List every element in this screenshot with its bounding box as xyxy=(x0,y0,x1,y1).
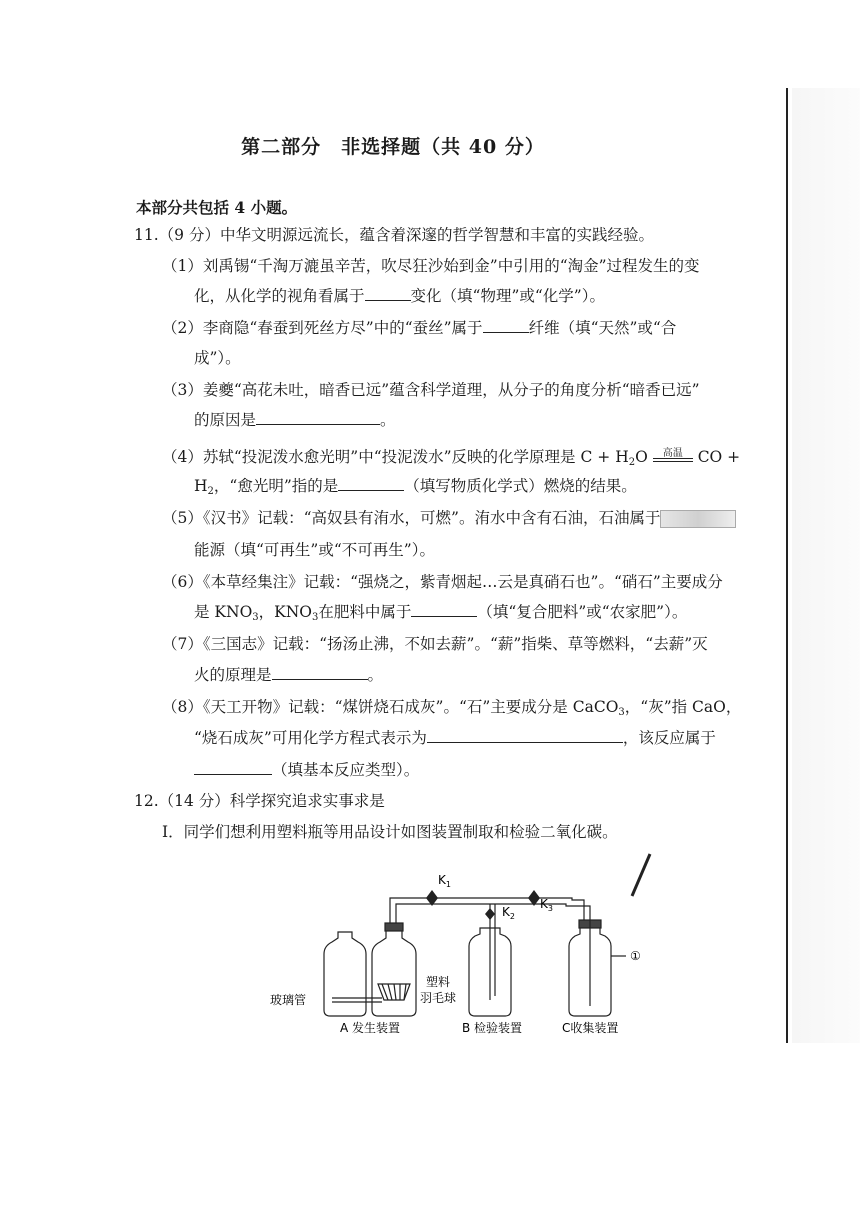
q11-6-pre: 是 KNO xyxy=(194,603,253,621)
q11-8-line2 xyxy=(194,728,716,748)
label-glass-tube: 玻璃管 xyxy=(270,993,307,1007)
answer-blank-7[interactable] xyxy=(272,665,368,680)
match-stick xyxy=(632,854,650,896)
q11-5-pre: （5）《汉书》记载：“高奴县有洧水，可燃”。洧水中含有石油，石油属于 xyxy=(162,509,661,527)
q11-6-mid: ，KNO xyxy=(258,603,313,621)
q11-2-line1 xyxy=(162,318,676,338)
q11-5-line1 xyxy=(162,508,736,528)
answer-blank-4[interactable] xyxy=(338,476,404,491)
reaction-condition-arrow xyxy=(653,448,693,462)
q11-7-line2 xyxy=(194,665,383,685)
valve-k2[interactable] xyxy=(485,908,495,920)
q11-4-pre: （4）苏轼“投泥泼水愈光明”中“投泥泼水”反映的化学原理是 C + H xyxy=(162,448,629,466)
reaction-condition: 高温 xyxy=(662,448,683,459)
answer-blank-6[interactable] xyxy=(411,602,477,617)
q11-4-line1: （4）苏轼“投泥泼水愈光明”中“投泥泼水”反映的化学原理是 $C + H_2O$ 高温 CO + xyxy=(162,447,740,467)
answer-blank-2[interactable] xyxy=(483,318,529,333)
q11-5-line2: 能源（填“可再生”或“不可再生”）。 xyxy=(194,541,435,559)
apparatus-figure xyxy=(262,850,662,1040)
marker-1: ① xyxy=(630,949,641,963)
page-edge-shadow xyxy=(792,88,860,1043)
label-shuttlecock: 羽毛球 xyxy=(420,991,457,1005)
q11-4-product: CO + xyxy=(697,448,741,466)
page-edge-line xyxy=(786,88,788,1043)
q11-6-mid2: 在肥料中属于 xyxy=(318,603,412,621)
q11-3-line2 xyxy=(194,410,396,430)
q11-7-post: 。 xyxy=(367,666,384,684)
label-k2: $K_2$ xyxy=(502,905,515,921)
q11-8-pre: （8）《天工开物》记载：“煤饼烧石成灰”。“石”主要成分是 CaCO xyxy=(162,698,619,716)
q11-8-eq-pre: “烧石成灰”可用化学方程式表示为 xyxy=(194,729,427,747)
q11-6-post: （填“复合肥料”或“农家肥”）。 xyxy=(477,603,688,621)
q11-8-line3 xyxy=(194,760,419,780)
q11-2-post: 纤维（填“天然”或“合 xyxy=(528,319,677,337)
q12-stem: 12.（14 分）科学探究追求实事求是 xyxy=(134,792,385,810)
label-k1: $K_1$ xyxy=(438,873,451,889)
q11-1-post: 变化（填“物理”或“化学”）。 xyxy=(410,287,605,305)
caption-c: C收集装置 xyxy=(562,1021,619,1035)
q12-part1: Ⅰ．同学们想利用塑料瓶等用品设计如图装置制取和检验二氧化碳。 xyxy=(162,823,618,841)
q11-4-mid: ，“愈光明”指的是 xyxy=(213,477,339,495)
q11-4-h: H xyxy=(194,477,208,495)
q11-1-line2 xyxy=(194,286,605,306)
answer-blank-1[interactable] xyxy=(365,286,411,301)
q11-7-pre: 火的原理是 xyxy=(194,666,272,684)
bottle-a-right xyxy=(372,930,416,1016)
shuttlecock-feathers xyxy=(382,984,406,1000)
answer-blank-8b[interactable] xyxy=(194,760,272,775)
q11-6-line2: 是 $KNO_3$，$KNO_3$在肥料中属于 （填“复合肥料”或“农家肥”）。 xyxy=(194,603,688,623)
q11-2-line2: 成”）。 xyxy=(194,349,241,367)
gas-tube-top xyxy=(390,898,584,923)
q11-4-line2: $H_2$，“愈光明”指的是 （填写物质化学式）燃烧的结果。 xyxy=(194,477,637,497)
q11-1-line1: （1）刘禹锡“千淘万漉虽辛苦，吹尽狂沙始到金”中引用的“淘金”过程发生的变 xyxy=(162,257,700,275)
stopper-a xyxy=(385,923,403,931)
q11-3-line1: （3）姜夔“高花未吐，暗香已远”蕴含科学道理，从分子的角度分析“暗香已远” xyxy=(162,381,700,399)
q11-8-line1: （8）《天工开物》记载：“煤饼烧石成灰”。“石”主要成分是 CaCO$_3$，“灰”指 CaO， xyxy=(162,698,742,718)
answer-blank-3[interactable] xyxy=(256,410,380,425)
q11-8-post: ，“灰”指 CaO， xyxy=(624,698,742,716)
q11-6-line1: （6）《本草经集注》记载：“强烧之，紫青烟起…云是真硝石也”。“硝石”主要成分 xyxy=(162,573,723,591)
q11-1-pre: 化，从化学的视角看属于 xyxy=(194,287,365,305)
q11-8-eq-post: ，该反应属于 xyxy=(622,729,716,747)
q11-4-post: （填写物质化学式）燃烧的结果。 xyxy=(404,477,637,495)
answer-blank-5[interactable] xyxy=(660,510,736,528)
section-title: 第二部分 非选择题（共 40 分） xyxy=(241,136,545,158)
bottle-a-left xyxy=(324,932,366,1016)
q11-7-line1: （7）《三国志》记载：“扬汤止沸，不如去薪”。“薪”指柴、草等燃料，“去薪”灭 xyxy=(162,635,708,653)
q11-8-type: （填基本反应类型）。 xyxy=(272,761,420,779)
label-plastic: 塑料 xyxy=(426,975,451,989)
q11-4-o: O xyxy=(635,448,648,466)
label-k3: $K_3$ xyxy=(540,897,553,913)
answer-blank-8a[interactable] xyxy=(427,728,623,743)
section-intro: 本部分共包括 4 小题。 xyxy=(136,198,298,217)
caption-a: A 发生装置 xyxy=(340,1021,401,1035)
caption-b: B 检验装置 xyxy=(462,1021,523,1035)
q11-3-pre: 的原因是 xyxy=(194,411,257,429)
q11-stem: 11.（9 分）中华文明源远流长，蕴含着深邃的哲学智慧和丰富的实践经验。 xyxy=(134,226,654,244)
q11-3-post: 。 xyxy=(380,411,396,429)
q11-2-pre: （2）李商隐“春蚕到死丝方尽”中的“蚕丝”属于 xyxy=(162,319,483,337)
